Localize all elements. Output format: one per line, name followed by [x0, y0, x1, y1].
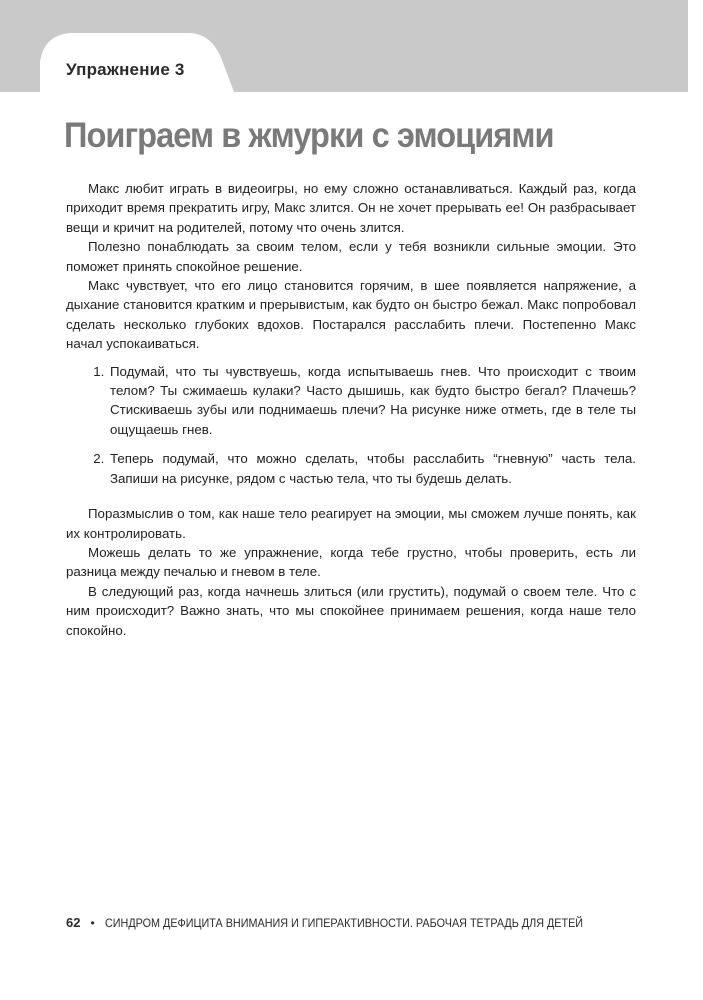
outro-paragraph: В следующий раз, когда начнешь злиться (или грустить), подумай о своем теле. Что с ним происходит? Важно знать, что мы спокойнее принимаем решения, когда наше тело спокойно.: [66, 583, 636, 638]
task-list: [66, 362, 636, 488]
exercise-label: Упражнение 3: [66, 60, 185, 79]
page-number: 62: [66, 915, 81, 930]
intro-paragraph: Макс любит играть в видеоигры, но ему сложно останавливаться. Каждый раз, когда приходит время прекратить игру, Макс злится. Он не хочет прерывать ее! Он разбрасывает вещи и кричит на родителей, потому что очень злится.: [66, 181, 636, 235]
outro-paragraph: Поразмыслив о том, как наше тело реагирует на эмоции, мы сможем лучше понять, как их контролировать.: [66, 506, 636, 541]
task-item: 1. Подумай, что ты чувствуешь, когда испытываешь гнев. Что происходит с твоим телом? Ты сжимаешь кулаки? Часто дышишь, как будто быстро бегал? Плачешь? Стискиваешь зубы или поднимаешь плечи? На рисунке ниже отметь, где в теле ты ощущаешь гнев.: [108, 362, 636, 440]
intro-paragraph: Макс чувствует, что его лицо становится горячим, в шее появляется напряжение, а дыхание становится кратким и прерывистым, как будто он быстро бежал. Макс попробовал сделать несколько глубоких вдохов. Постарался расслабить плечи. Постепенно Макс начал успокаиваться.: [66, 278, 636, 352]
main-content: [66, 179, 636, 640]
intro-paragraph: Полезно понаблюдать за своим телом, если у тебя возникли сильные эмоции. Это поможет принять спокойное решение.: [66, 239, 636, 274]
book-title: СИНДРОМ ДЕФИЦИТА ВНИМАНИЯ И ГИПЕРАКТИВНОСТИ. РАБОЧАЯ ТЕТРАДЬ ДЛЯ ДЕТЕЙ: [104, 915, 583, 930]
page-footer: [66, 915, 636, 930]
footer-separator: •: [90, 915, 95, 930]
page-title: Поиграем в жмурки с эмоциями: [64, 116, 554, 155]
task-item: 2. Теперь подумай, что можно сделать, чтобы расслабить “гневную” часть тела. Запиши на рисунке, рядом с частью тела, что ты будешь делать.: [108, 449, 636, 488]
outro-paragraph: Можешь делать то же упражнение, когда тебе грустно, чтобы проверить, есть ли разница между печалью и гневом в теле.: [66, 544, 636, 580]
